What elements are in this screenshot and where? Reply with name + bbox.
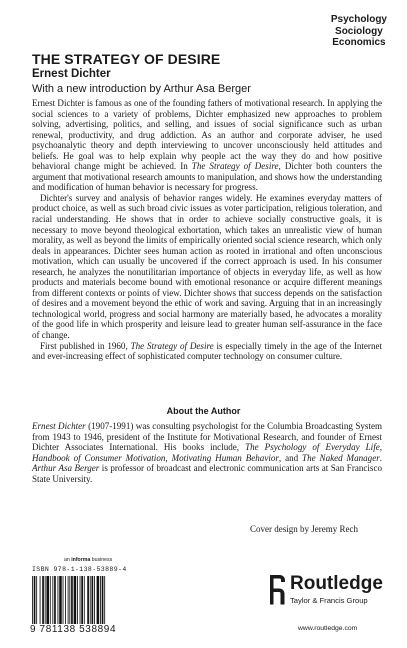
- barcode-bar: [87, 576, 89, 624]
- text-run: , and: [278, 452, 303, 463]
- barcode-bar: [94, 576, 95, 624]
- author-name-italic: Ernest Dichter: [32, 421, 86, 431]
- publisher-name: Routledge: [290, 573, 383, 594]
- text-run: First published in 1960,: [40, 340, 131, 351]
- subject-categories: [331, 14, 387, 49]
- publisher-group: Taylor & Francis Group: [290, 596, 368, 605]
- barcode-bar: [71, 576, 73, 624]
- publisher-url: www.routledge.com: [298, 625, 358, 632]
- barcode-bar: [74, 576, 77, 624]
- barcode-bar: [34, 576, 36, 624]
- barcode-bar: [102, 576, 104, 624]
- barcode-digits: 9 781138 538894: [30, 624, 117, 635]
- cover-design-credit: Cover design by Jeremy Rech: [250, 524, 358, 534]
- text-run: is professor of broadcast and electronic communication arts at San Francisco State University.: [32, 463, 382, 484]
- barcode-bar: [92, 576, 94, 624]
- book-title-italic: Motivating Human Behavior: [171, 452, 279, 463]
- about-author-heading: About the Author: [166, 406, 241, 416]
- text-run: an: [64, 557, 72, 563]
- barcode-bar: [36, 576, 37, 624]
- book-title-italic: The Naked Manager: [302, 452, 380, 463]
- text-run: business: [90, 557, 113, 563]
- isbn-barcode: [30, 566, 140, 636]
- about-author-bio: [32, 421, 382, 484]
- book-title: THE STRATEGY OF DESIRE: [32, 51, 221, 67]
- barcode-bar: [90, 576, 91, 624]
- category-label: Psychology: [330, 14, 387, 25]
- text-run: .: [379, 452, 382, 463]
- barcode-bar: [52, 576, 53, 624]
- bio-paragraph: [32, 421, 382, 484]
- barcode-bar: [32, 576, 33, 624]
- book-description: [32, 98, 382, 362]
- barcode-bar: [80, 576, 81, 624]
- routledge-logo-icon: [267, 573, 287, 607]
- barcode-bar: [50, 576, 51, 624]
- text-run: is especially timely in the age of the Internet and ever-increasing effect of sophisticated computer technology on consumer culture.: [32, 340, 383, 362]
- barcode-bar: [100, 576, 101, 624]
- barcode-bar: [45, 576, 46, 624]
- text-run: Ernest Dichter is famous as one of the founding fathers of motivational research. In applying the social sciences to a variety of problems, Dichter emphasized new approaches to problem solving, advertising, politics, and selling, and issues of social significance such as urban renewal, productivity, and drug addiction. As an author and corporate adviser, he used psychoanalytic theory and depth interviewing to uncover unconsciously held attitudes and beliefs. He goal was to help explain why people act the way they do and how positive behavioral change might be achieved. In: [32, 98, 382, 172]
- book-author: Ernest Dichter: [32, 68, 111, 80]
- description-paragraph: [32, 98, 382, 193]
- barcode-bar: [40, 576, 41, 624]
- barcode-bar: [97, 576, 100, 624]
- barcode-bar: [42, 576, 44, 624]
- introduction-credit: With a new introduction by Arthur Asa Berger: [32, 83, 251, 95]
- barcode-bar: [54, 576, 56, 624]
- barcode-bar: [59, 576, 62, 624]
- book-title-italic: The Strategy of Desire: [130, 340, 214, 351]
- text-run: , Dichter both counters the argument that motivational research amounts to manipulation, and shows how the understanding and modification of human behavior is necessary for progress.: [32, 161, 382, 193]
- barcode-bar: [46, 576, 49, 624]
- text-run: (1907-1991) was consulting psychologist for the Columbia Broadcasting System from 1943 to 1946, president of the Institute for Motivational Research, and founder of Ernest Dichter Associates International. His books include,: [32, 421, 382, 453]
- barcode-bar: [65, 576, 66, 624]
- barcode-bar: [63, 576, 64, 624]
- book-title-italic: The Psychology of Everyday Life: [245, 442, 380, 453]
- isbn-number: ISBN 978-1-138-53889-4: [32, 566, 127, 573]
- barcode-bar: [68, 576, 69, 624]
- barcode-bar: [58, 576, 59, 624]
- book-title-italic: The Strategy of Desire: [191, 161, 279, 172]
- barcode-bar: [77, 576, 78, 624]
- description-paragraph: [32, 341, 382, 362]
- text-run: ,: [379, 442, 382, 453]
- introducer-name-italic: Arthur Asa Berger: [32, 463, 100, 474]
- barcode-bar: [84, 576, 85, 624]
- barcode-bar: [104, 576, 105, 624]
- barcode-bar: [81, 576, 83, 624]
- informa-business-label: [64, 557, 112, 563]
- description-paragraph: Dichter's survey and analysis of behavior ranges widely. He examines everyday matters of product choice, as well as such broad civic issues as voter participation, religious toleration, and racial understanding. He shows that in order to achieve socially constructive goals, it is necessary to move beyond theological exhortation, which takes an unrealistic view of human morality, as well as beyond the limits of empirically oriented social science research, which only deals in appearances. Dichter sees human action as rooted in irrational and often unconscious motivation, which can usually be uncovered if the correct approach is used. In his consumer research, he analyzes the nonutilitarian importance of objects in everyday life, as well as how products and materials become bound with emotional resonance or acquire different meanings from different contexts or points of view. Dichter shows that success depends on the satisfaction of desires and a movement beyond the ethic of work and saving. Arguing that in an increasingly technological world, progress and social harmony are materially based, he advocates a morality of the good life in which prosperity and leisure lead to greater human self-assurance in the face of change.: [32, 192, 382, 341]
- informa-brand: informa: [71, 557, 91, 563]
- category-label: Sociology: [335, 25, 383, 37]
- text-run: ,: [165, 452, 172, 463]
- book-title-italic: Handbook of Consumer Motivation: [32, 452, 166, 463]
- barcode-bar: [69, 576, 70, 624]
- barcode-bars: [30, 576, 138, 624]
- category-label: Economics: [332, 37, 386, 48]
